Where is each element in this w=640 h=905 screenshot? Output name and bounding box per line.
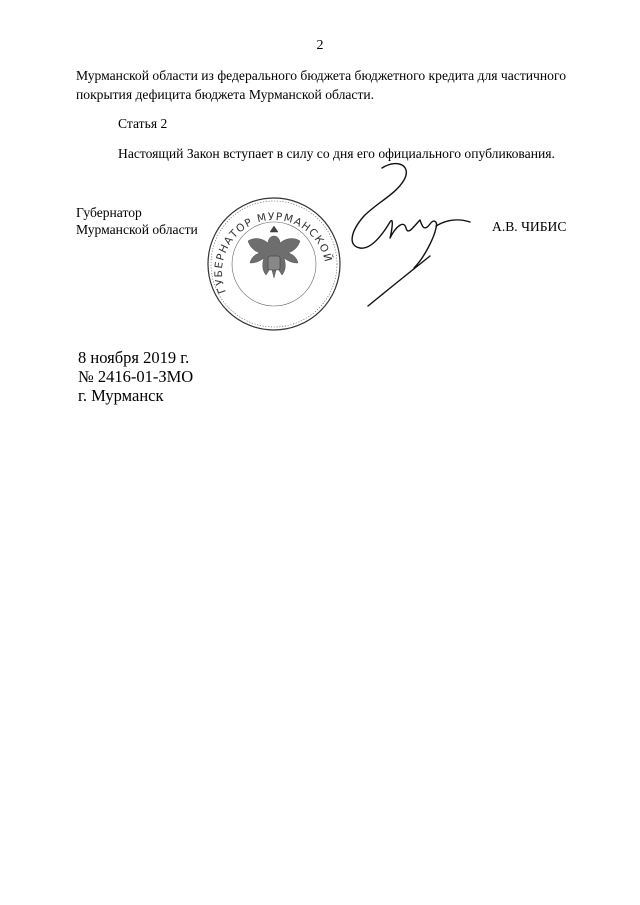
document-details: [78, 348, 193, 405]
article-heading: Статья 2: [118, 116, 168, 131]
double-headed-eagle-icon: [248, 226, 300, 278]
signature-title-line1: Губернатор: [76, 205, 142, 220]
document-number: № 2416-01-ЗМО: [78, 367, 194, 386]
signature-title: [76, 204, 198, 238]
signature-title-line2: Мурманской области: [76, 222, 198, 237]
handwritten-signature: [320, 160, 480, 310]
document-date: 8 ноября 2019 г.: [78, 348, 190, 367]
article-text: Настоящий Закон вступает в силу со дня его официального опубликования.: [118, 146, 555, 161]
paragraph-continuation: [76, 66, 566, 104]
page-number: 2: [316, 38, 324, 53]
signatory-name: А.В. ЧИБИС: [492, 219, 567, 234]
document-place: г. Мурманск: [78, 386, 164, 405]
paragraph-text: Мурманской области из федерального бюджета бюджетного кредита для частичного покрытия дефицита бюджета Мурманской области.: [76, 68, 566, 102]
seal-text: ГУБЕРНАТОР МУРМАНСКОЙ: [212, 210, 335, 296]
